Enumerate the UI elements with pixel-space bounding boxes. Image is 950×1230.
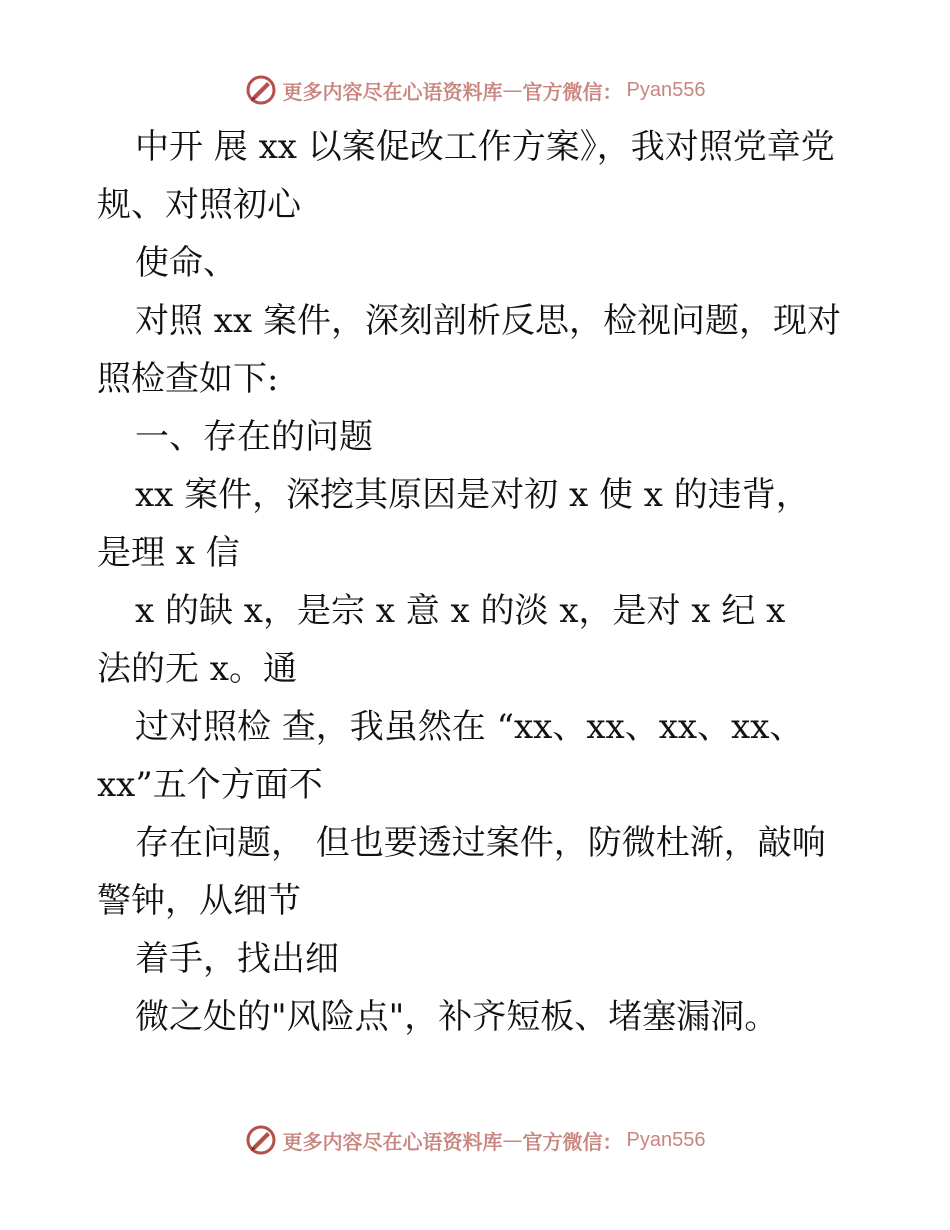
pen-logo-icon [245,1124,277,1156]
document-line: 过对照检 查，我虽然在 “xx、xx、xx、xx、 [135,707,804,747]
document-line: xx 案件，深挖其原因是对初 x 使 x 的违背， [135,475,810,515]
banner-separator: — [502,78,523,102]
document-line: 规、对照初心 [97,185,301,225]
banner-sub-text: 官方微信： [522,79,623,104]
document-line: 中开 展 xx 以案促改工作方案》，我对照党章党 [135,127,835,167]
document-line: 是理 x 信 [97,533,240,573]
banner-wechat-id: Pyan556 [626,1128,706,1151]
document-body [97,118,857,1046]
document-line: 法的无 x。通 [97,649,297,689]
document-line: 使命、 [135,243,237,283]
document-line: 照检查如下: [97,359,279,399]
footer-banner [0,1120,950,1160]
document-line: 着手，找出细 [135,939,339,979]
section-heading: 一、存在的问题 [135,417,373,457]
document-line: xx”五个方面不 [97,765,323,805]
banner-main-text: 更多内容尽在心语资料库 [282,79,503,104]
pen-logo-icon [245,74,277,106]
banner-sub-text: 官方微信： [522,1129,623,1154]
banner-separator: — [502,1128,523,1152]
document-line: 对照 xx 案件，深刻剖析反思，检视问题，现对 [135,301,841,341]
document-line: 警钟，从细节 [97,881,301,921]
header-banner [0,70,950,110]
banner-wechat-id: Pyan556 [626,78,706,101]
document-line: x 的缺 x，是宗 x 意 x 的淡 x，是对 x 纪 x [135,591,786,631]
document-line: 微之处的"风险点"，补齐短板、堵塞漏洞。 [135,997,779,1037]
banner-main-text: 更多内容尽在心语资料库 [282,1129,503,1154]
document-line: 存在问题， 但也要透过案件，防微杜渐，敲响 [135,823,826,863]
